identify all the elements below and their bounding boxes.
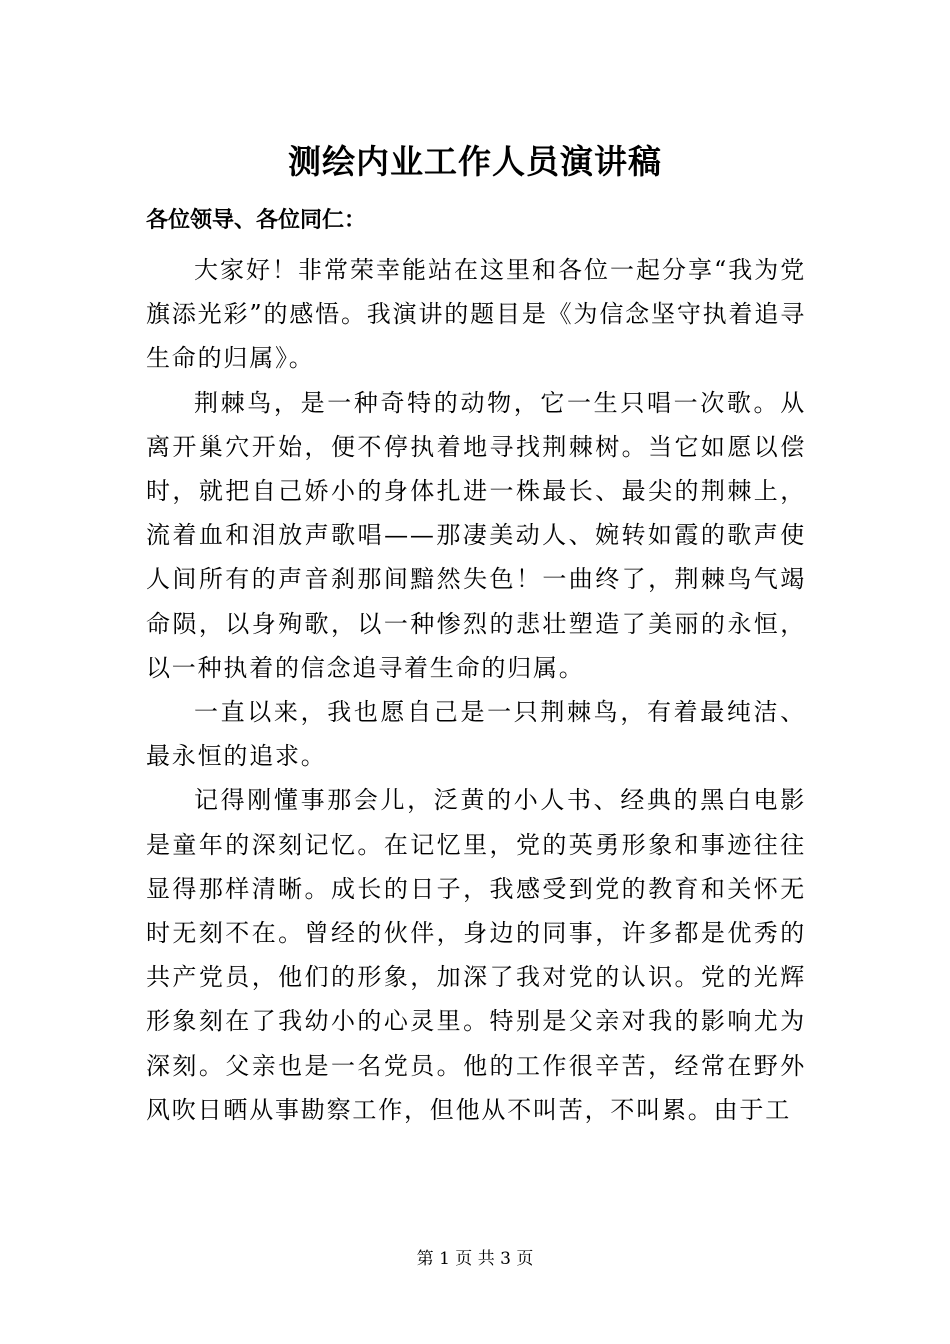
- document-title: 测绘内业工作人员演讲稿: [288, 142, 662, 181]
- salutation: 各位领导、各位同仁：: [146, 208, 367, 233]
- paragraph-2: 荆棘鸟，是一种奇特的动物，它一生只唱一次歌。从离开巢穴开始，便不停执着地寻找荆棘树。当它如愿以偿时，就把自己娇小的身体扎进一株最长、最尖的荆棘上，流着血和泪放声歌唱——那凄美动人、婉转如霞的歌声使人间所有的声音刹那间黯然失色！一曲终了，荆棘鸟气竭命陨，以身殉歌，以一种惨烈的悲壮塑造了美丽的永恒，以一种执着的信念追寻着生命的归属。: [146, 388, 806, 682]
- paragraph-3: 一直以来，我也愿自己是一只荆棘鸟，有着最纯洁、最永恒的追求。: [146, 698, 806, 771]
- page-footer: [0, 1244, 950, 1269]
- paragraph-4: 记得刚懂事那会儿，泛黄的小人书、经典的黑白电影是童年的深刻记忆。在记忆里，党的英勇形象和事迹往往显得那样清晰。成长的日子，我感受到党的教育和关怀无时无刻不在。曾经的伙伴，身边的同事，许多都是优秀的共产党员，他们的形象，加深了我对党的认识。党的光辉形象刻在了我幼小的心灵里。特别是父亲对我的影响尤为深刻。父亲也是一名党员。他的工作很辛苦，经常在野外风吹日晒从事勘察工作，但他从不叫苦，不叫累。由于工: [146, 786, 806, 1124]
- page-number: 第 1 页: [416, 1249, 473, 1269]
- page-total: 共 3 页: [477, 1249, 534, 1269]
- paragraph-1: 大家好！非常荣幸能站在这里和各位一起分享“我为党旗添光彩”的感悟。我演讲的题目是《为信念坚守执着追寻生命的归属》。: [146, 256, 806, 373]
- document-body: [146, 248, 806, 1132]
